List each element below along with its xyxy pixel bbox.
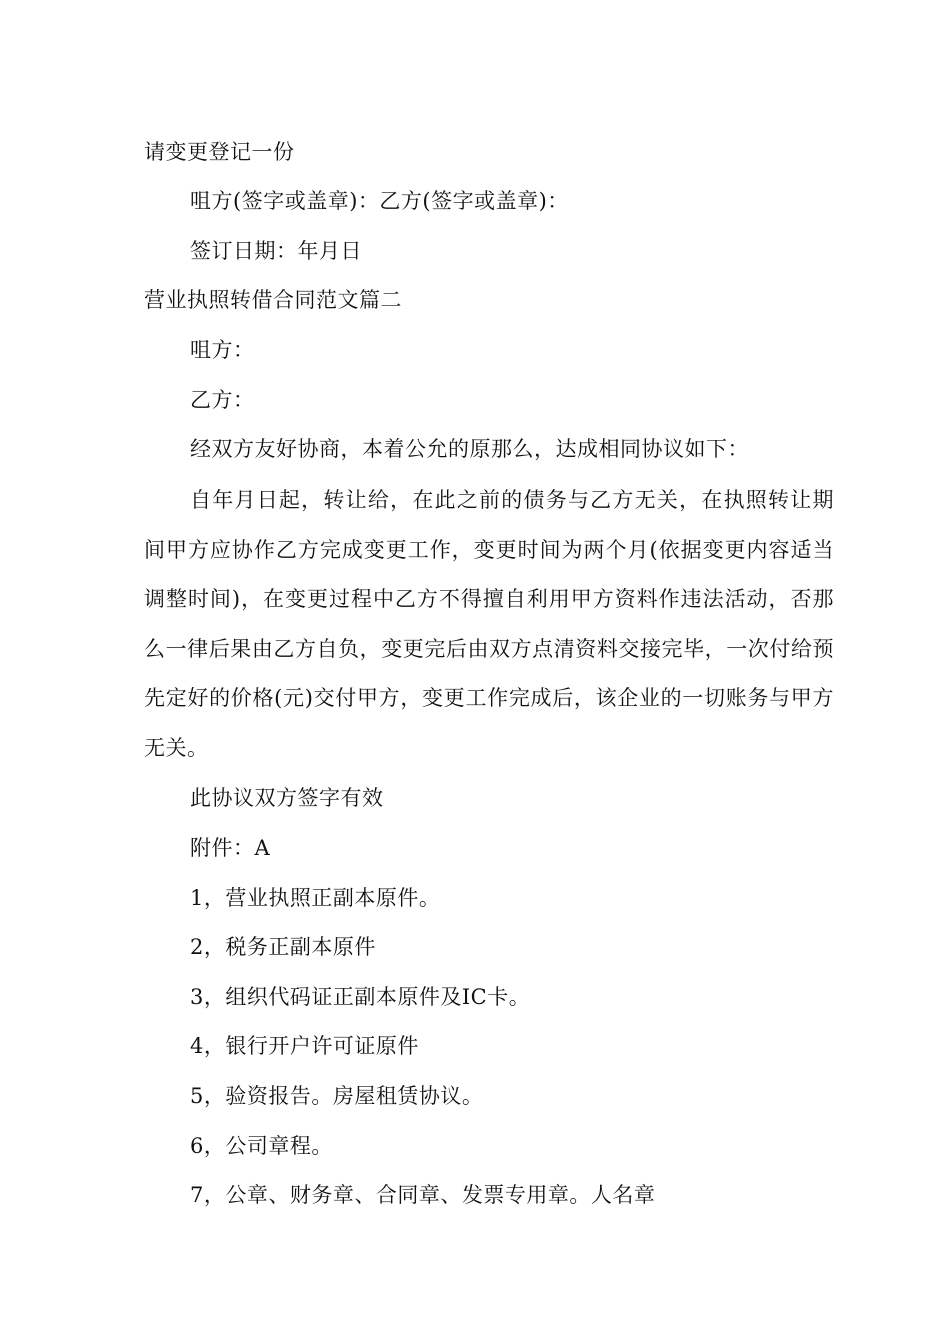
intro-line: 经双方友好协商，本着公允的原那么，达成相同协议如下： bbox=[190, 437, 749, 461]
attachment-item: 2，税务正副本原件 bbox=[190, 935, 376, 959]
attachment-item: 6，公司章程。 bbox=[190, 1134, 333, 1158]
section-title: 营业执照转借合同范文篇二 bbox=[144, 288, 402, 312]
attachment-item: 7，公章、财务章、合同章、发票专用章。人名章 bbox=[190, 1183, 656, 1207]
party-b-line: 乙方： bbox=[190, 388, 255, 412]
attachment-item: 5，验资报告。房屋租赁协议。 bbox=[190, 1084, 484, 1108]
validity-line: 此协议双方签字有效 bbox=[190, 786, 384, 810]
signature-line: 咀方(签字或盖章)：乙方(签字或盖章)： bbox=[190, 189, 569, 213]
registration-copy-line: 请变更登记一份 bbox=[144, 140, 295, 164]
party-a-line: 咀方： bbox=[190, 338, 255, 362]
attachment-item: 4，银行开户许可证原件 bbox=[190, 1034, 419, 1058]
attachment-label: 附件：A bbox=[190, 836, 271, 860]
signing-date-line: 签订日期：年月日 bbox=[190, 239, 362, 263]
body-paragraph: 自年月日起，转让给，在此之前的债务与乙方无关，在执照转让期间甲方应协作乙方完成变更工作，变更时间为两个月(依据变更内容适当调整时间)，在变更过程中乙方不得擅自利用甲方资料作违法活动，否那么一律后果由乙方自负，变更完后由双方点清资料交接完毕，一次付给预先定好的价格(元)交付甲方，变更工作完成后，该企业的一切账务与甲方无关。 bbox=[144, 488, 834, 760]
attachment-item: 1，营业执照正副本原件。 bbox=[190, 886, 441, 910]
attachment-item: 3，组织代码证正副本原件及IC卡。 bbox=[190, 985, 531, 1009]
